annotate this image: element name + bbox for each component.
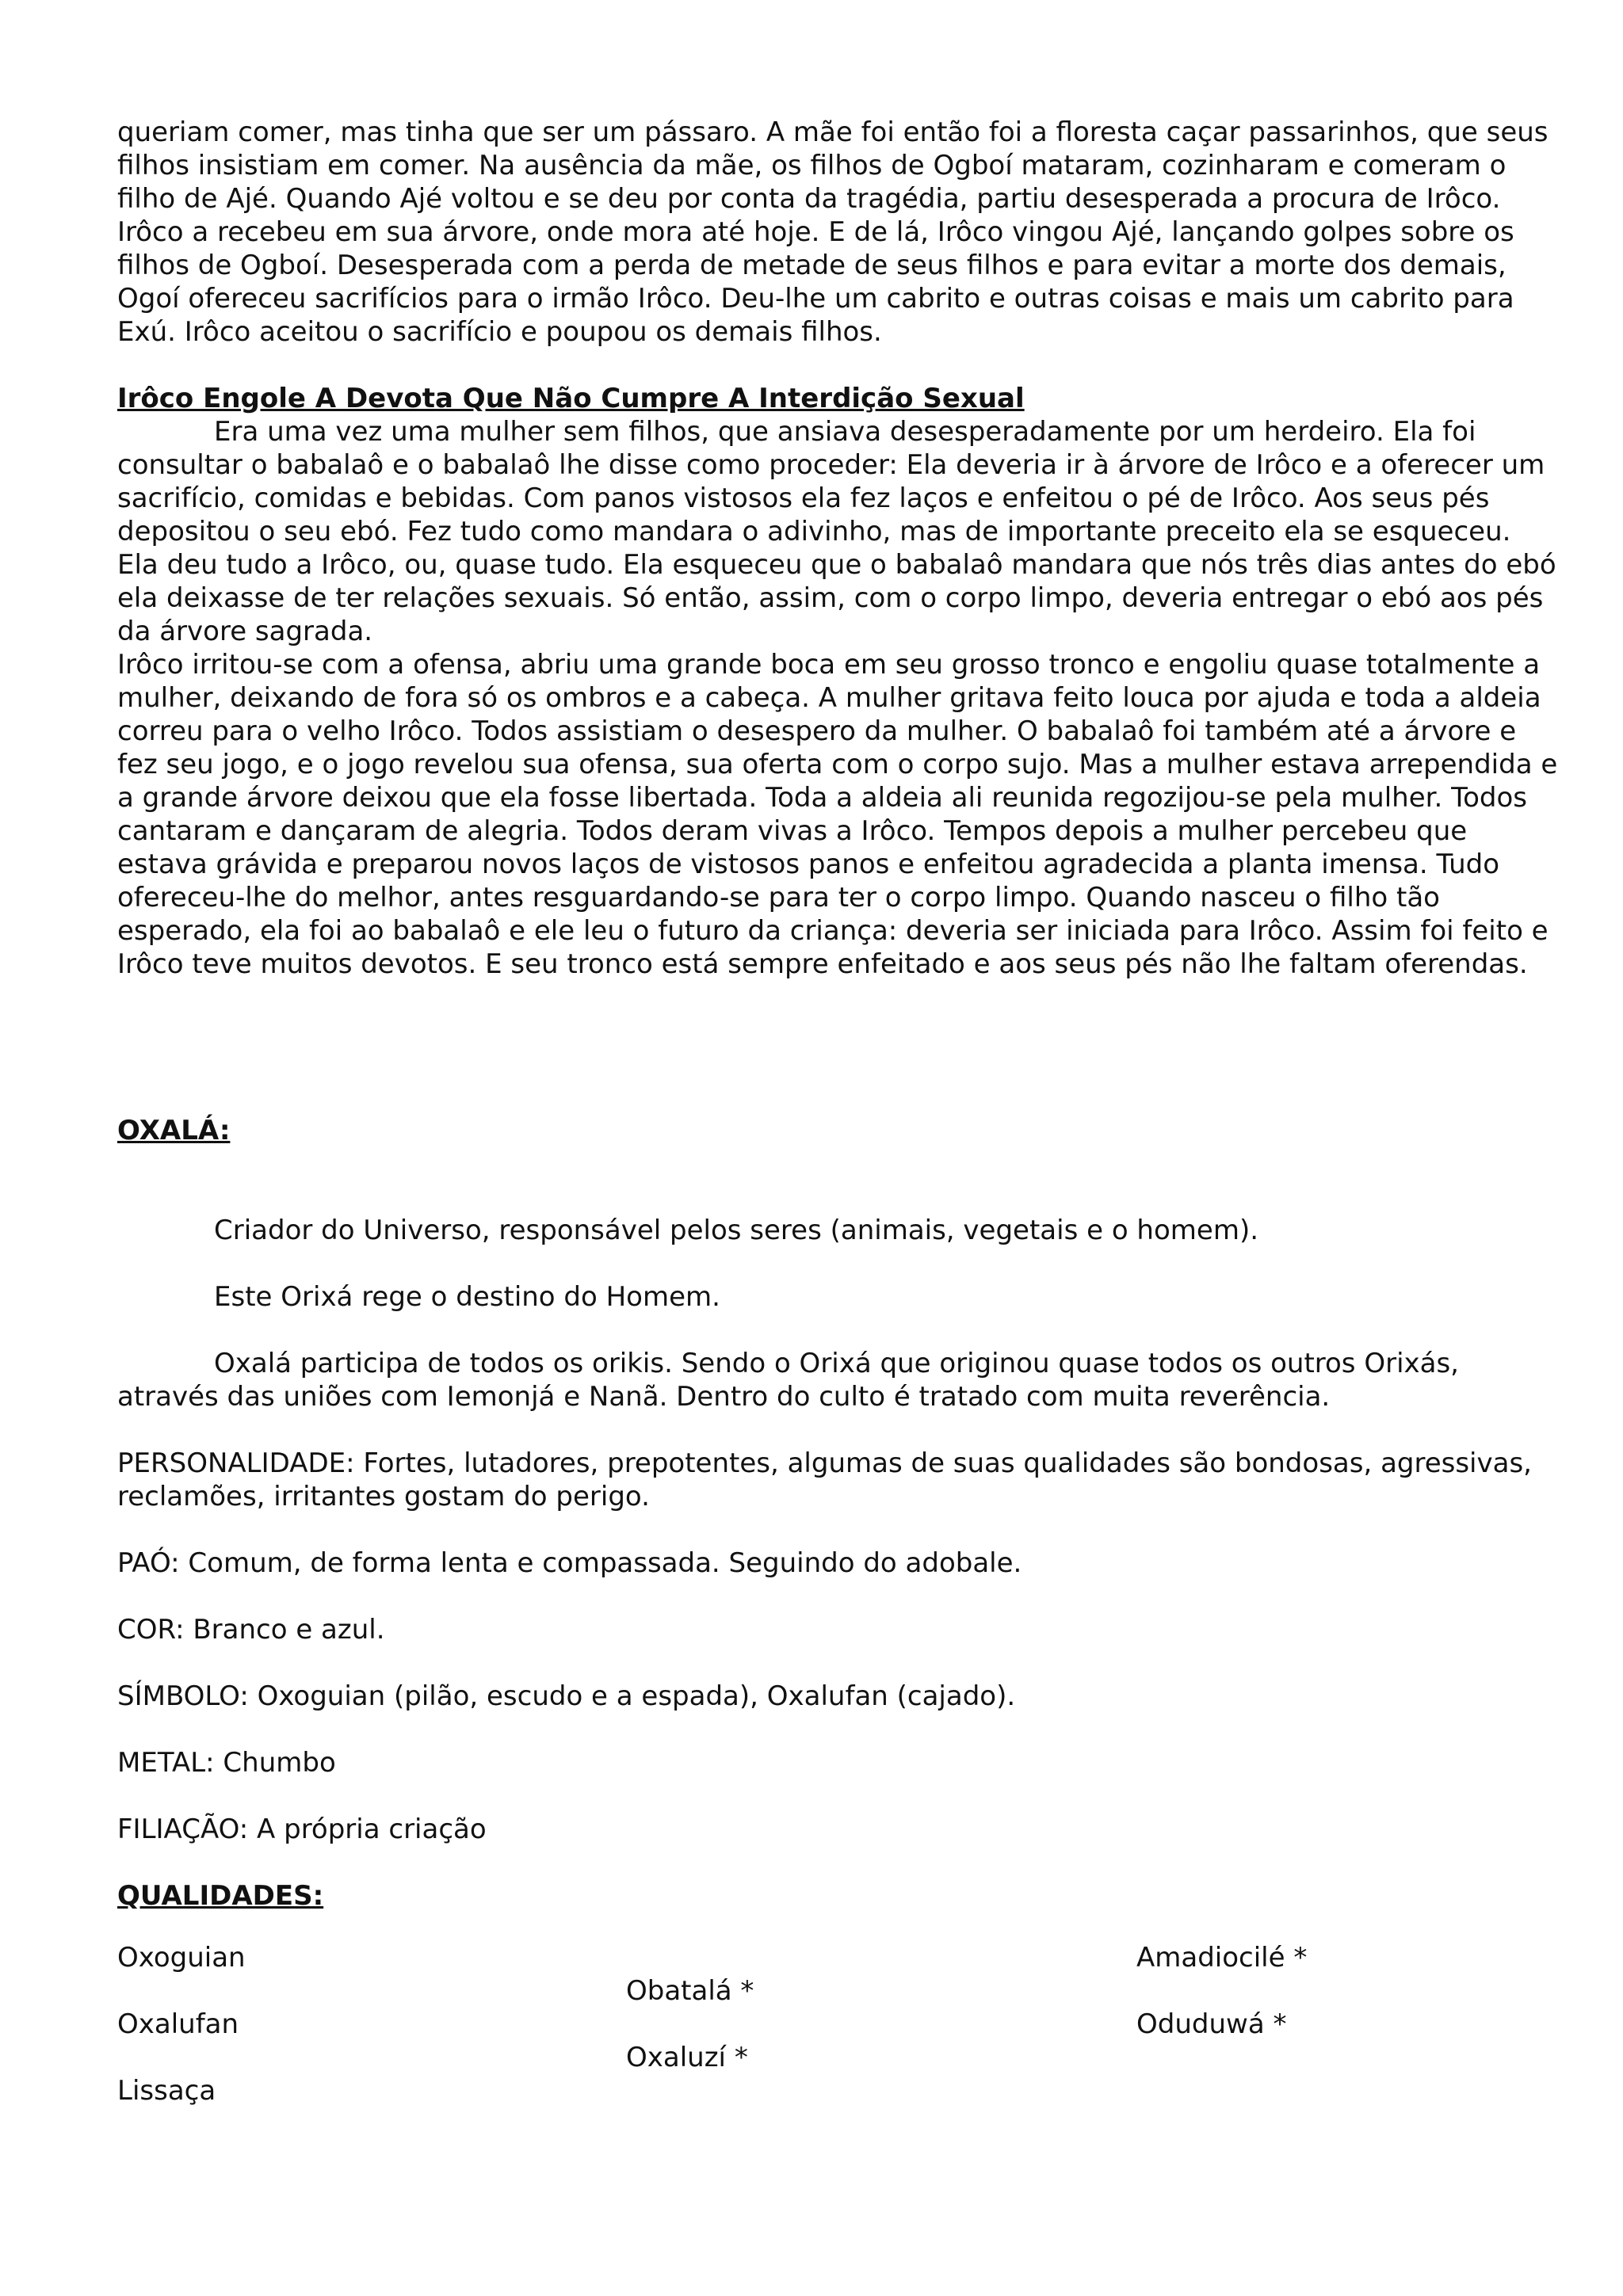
qualidade-item: Oxaluzí * [626,2042,748,2073]
personalidade-line: PERSONALIDADE: Fortes, lutadores, prepotentes, algumas de suas qualidades são bondosas, agressivas, reclamões, irritantes gostam do perigo. [117,1447,1532,1512]
qualidade-item: Lissaça [117,2075,216,2107]
qualidade-item: Amadiocilé * [1136,1942,1308,1974]
qualidade-item: Oxoguian [117,1942,246,1974]
story-title: Irôco Engole A Devota Que Não Cumpre A Interdição Sexual [117,383,1025,414]
story-paragraph-2: Irôco irritou-se com a ofensa, abriu uma grande boca em seu grosso tronco e engoliu quase totalmente a mulher, deixando de fora só os ombros e a cabeça. A mulher gritava feito louca por ajuda e toda a aldeia correu para o velho Irôco. Todos assistiam o desespero da mulher. O babalaô foi também até a árvore e fez seu jogo, e o jogo revelou sua ofensa, sua oferta com o corpo sujo. Mas a mulher estava arrependida e a grande árvore deixou que ela fosse libertada. Toda a aldeia ali reunida regozijou-se pela mulher. Todos cantaram e dançaram de alegria. Todos deram vivas a Irôco. Tempos depois a mulher percebeu que estava grávida e preparou novos laços de vistosos panos e enfeitou agradecida a planta imensa. Tudo ofereceu-lhe do melhor, antes resguardando-se para ter o corpo limpo. Quando nasceu o filho tão esperado, ela foi ao babalaô e ele leu o futuro da criança: deveria ser iniciada para Irôco. Assim foi feito e Irôco teve muitos devotos. E seu tronco está sempre enfeitado e aos seus pés não lhe faltam oferendas. [117,649,1558,980]
pao-line: PAÓ: Comum, de forma lenta e compassada. Seguindo do adobale. [117,1547,1022,1579]
qualidade-item: Oduduwá * [1136,2008,1287,2040]
qualidades-title: QUALIDADES: [117,1880,324,1912]
oxala-paragraph-1: Criador do Universo, responsável pelos seres (animais, vegetais e o homem). [214,1215,1259,1246]
qualidade-item: Obatalá * [626,1975,754,2007]
document-page [117,116,1560,2114]
filiacao-line: FILIAÇÃO: A própria criação [117,1814,487,1845]
oxala-paragraph-2: Este Orixá rege o destino do Homem. [214,1281,720,1313]
intro-paragraph: queriam comer, mas tinha que ser um pássaro. A mãe foi então foi a floresta caçar passarinhos, que seus filhos insistiam em comer. Na ausência da mãe, os filhos de Ogboí mataram, cozinharam e comeram o filho de Ajé. Quando Ajé voltou e se deu por conta da tragédia, partiu desesperada a procura de Irôco. Irôco a recebeu em sua árvore, onde mora até hoje. E de lá, Irôco vingou Ajé, lançando golpes sobre os filhos de Ogboí. Desesperada com a perda de metade de seus filhos e para evitar a morte dos demais, Ogoí ofereceu sacrifícios para o irmão Irôco. Deu-lhe um cabrito e outras coisas e mais um cabrito para Exú. Irôco aceitou o sacrifício e poupou os demais filhos. [117,116,1549,348]
oxala-paragraph-3: Oxalá participa de todos os orikis. Sendo o Orixá que originou quase todos os outros Orixás, através das uniões com Iemonjá e Nanã. Dentro do culto é tratado com muita reverência. [117,1348,1459,1413]
cor-line: COR: Branco e azul. [117,1614,385,1646]
metal-line: METAL: Chumbo [117,1747,336,1779]
story-paragraph-1: Era uma vez uma mulher sem filhos, que ansiava desesperadamente por um herdeiro. Ela foi consultar o babalaô e o babalaô lhe disse como proceder: Ela deveria ir à árvore de Irôco e a oferecer um sacrifício, comidas e bebidas. Com panos vistosos ela fez laços e enfeitou o pé de Irôco. Aos seus pés depositou o seu ebó. Fez tudo como mandara o adivinho, mas de importante preceito ela se esqueceu. Ela deu tudo a Irôco, ou, quase tudo. Ela esqueceu que o babalaô mandara que nós três dias antes do ebó ela deixasse de ter relações sexuais. Só então, assim, com o corpo limpo, deveria entregar o ebó aos pés da árvore sagrada. [117,416,1556,647]
qualidade-item: Oxalufan [117,2008,239,2040]
simbolo-line: SÍMBOLO: Oxoguian (pilão, escudo e a espada), Oxalufan (cajado). [117,1680,1016,1712]
qualidades-list [117,1932,1560,2114]
oxala-title: OXALÁ: [117,1115,231,1146]
